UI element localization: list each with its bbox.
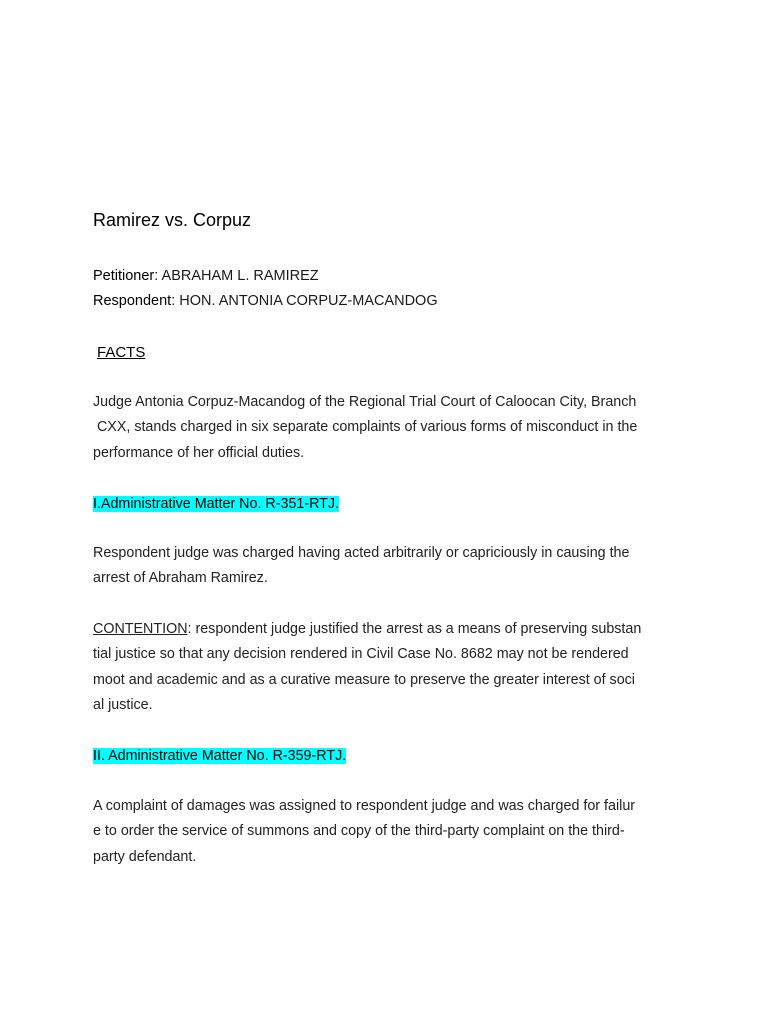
petitioner-line bbox=[93, 264, 683, 289]
matter1-heading-row bbox=[93, 492, 683, 517]
matter2-heading: II. Administrative Matter No. R-359-RTJ. bbox=[93, 748, 347, 764]
respondent-value: : HON. ANTONIA CORPUZ-MACANDOG bbox=[171, 293, 438, 309]
respondent-line bbox=[93, 289, 683, 314]
respondent-label: Respondent bbox=[93, 293, 172, 309]
matter2-line: party defendant. bbox=[93, 848, 197, 865]
matter2-heading-row bbox=[93, 744, 683, 769]
case-title: Ramirez vs. Corpuz bbox=[93, 210, 252, 230]
contention-line bbox=[93, 617, 683, 642]
matter1-line: arrest of Abraham Ramirez. bbox=[93, 570, 268, 587]
intro-line: CXX, stands charged in six separate complaints of various forms of misconduct in the bbox=[93, 419, 638, 436]
contention-paragraph bbox=[93, 617, 683, 718]
matter2-paragraph bbox=[93, 794, 683, 870]
petitioner-label: Petitioner bbox=[93, 268, 155, 284]
intro-paragraph bbox=[93, 390, 683, 466]
contention-line: al justice. bbox=[93, 696, 153, 713]
matter2-line: A complaint of damages was assigned to respondent judge and was charged for failur bbox=[93, 798, 636, 814]
petitioner-value: : ABRAHAM L. RAMIREZ bbox=[154, 268, 319, 284]
contention-label: CONTENTION bbox=[93, 621, 188, 637]
contention-line: moot and academic and as a curative measure to preserve the greater interest of soci bbox=[93, 671, 635, 688]
matter1-heading: I.Administrative Matter No. R-351-RTJ. bbox=[93, 496, 340, 512]
matter1-line: Respondent judge was charged having acted arbitrarily or capriciously in causing the bbox=[93, 545, 630, 561]
intro-line: performance of her official duties. bbox=[93, 444, 305, 461]
matter2-line: e to order the service of summons and copy of the third-party complaint on the third- bbox=[93, 823, 625, 840]
contention-line: tial justice so that any decision rendered in Civil Case No. 8682 may not be rendered bbox=[93, 646, 629, 663]
contention-first-rest: : respondent judge justified the arrest as a means of preserving substan bbox=[187, 621, 642, 637]
intro-line: Judge Antonia Corpuz-Macandog of the Regional Trial Court of Caloocan City, Branch bbox=[93, 394, 637, 410]
matter1-paragraph bbox=[93, 541, 683, 592]
facts-heading: FACTS bbox=[97, 344, 146, 361]
